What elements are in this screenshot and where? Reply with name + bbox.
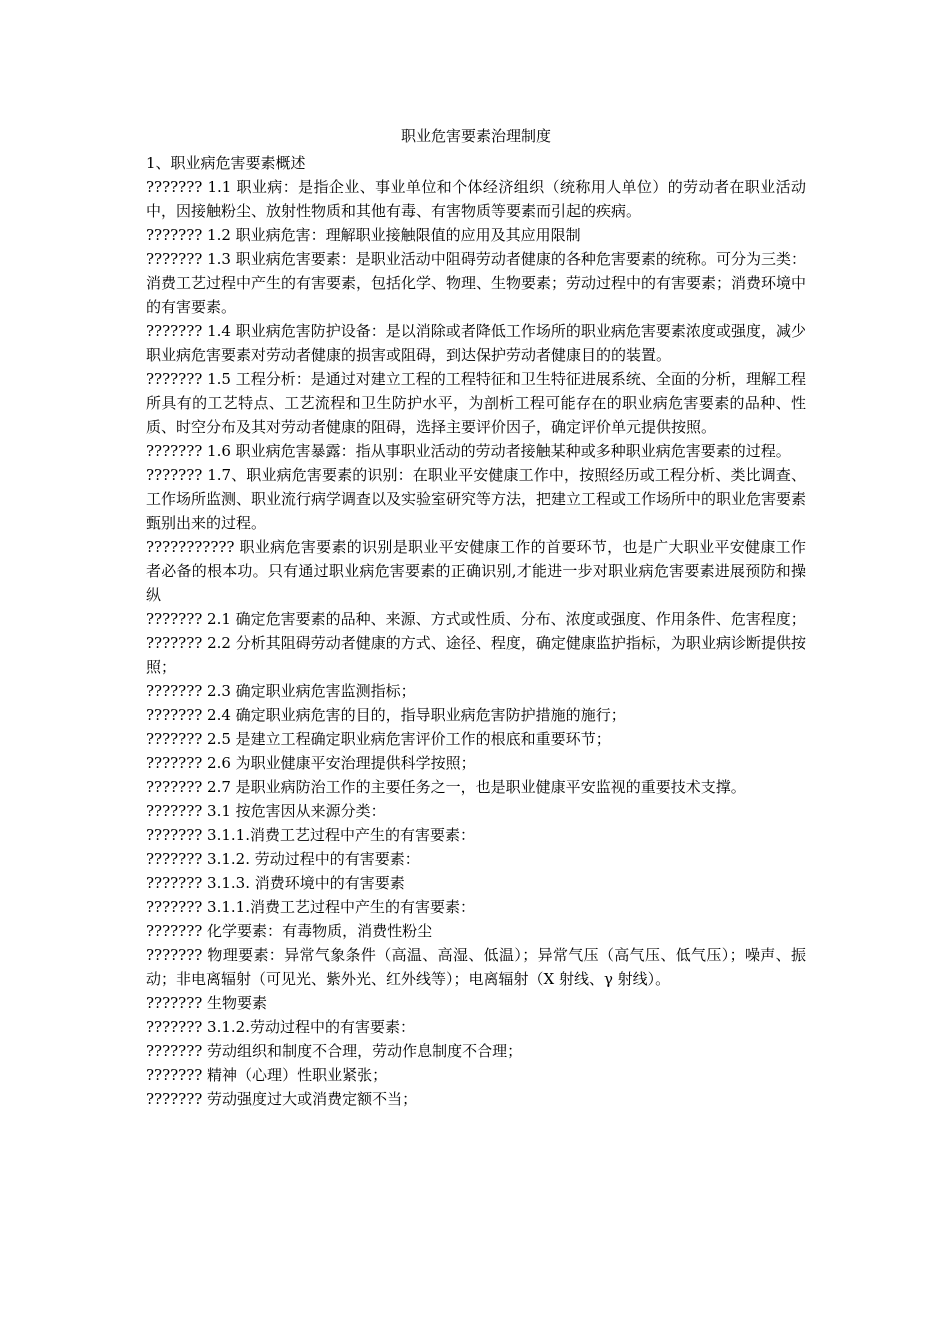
paragraph: ??????? 2.5 是建立工程确定职业病危害评价工作的根底和重要环节； (146, 730, 611, 748)
paragraph: ??????? 2.1 确定危害要素的品种、来源、方式或性质、分布、浓度或强度、作用条件、危害程度； (146, 610, 806, 628)
paragraph: ??????? 2.2 分析其阻碍劳动者健康的方式、途径、程度，确定健康监护指标，为职业病诊断提供按照； (146, 634, 806, 676)
paragraph: ??????? 生物要素 (146, 994, 268, 1012)
paragraph: ??????? 3.1.1.消费工艺过程中产生的有害要素： (146, 826, 475, 844)
paragraph: ??????? 劳动组织和制度不合理，劳动作息制度不合理； (146, 1042, 523, 1060)
paragraph: ??????? 3.1.2. 劳动过程中的有害要素： (146, 850, 420, 868)
paragraph: ??????? 1.4 职业病危害防护设备：是以消除或者降低工作场所的职业病危害要素浓度或强度，减少职业病危害要素对劳动者健康的损害或阻碍，到达保护劳动者健康目的的装置。 (146, 322, 806, 364)
paragraph: ??????? 3.1.3. 消费环境中的有害要素 (146, 874, 405, 892)
paragraph: ??????? 2.4 确定职业病危害的目的，指导职业病危害防护措施的施行； (146, 706, 626, 724)
paragraph: ??????? 1.6 职业病危害暴露：指从事职业活动的劳动者接触某种或多种职业病危害要素的过程。 (146, 442, 791, 460)
document-title: 职业危害要素治理制度 (400, 127, 551, 145)
paragraph-section-heading: 1、职业病危害要素概述 (146, 154, 306, 172)
paragraph: ??????? 物理要素：异常气象条件（高温、高湿、低温）；异常气压（高气压、低气压）；噪声、振动；非电离辐射（可见光、紫外光、红外线等）；电离辐射（X 射线、γ 射线）。 (146, 946, 806, 988)
paragraph: ??????? 1.5 工程分析：是通过对建立工程的工程特征和卫生特征进展系统、全面的分析，理解工程所具有的工艺特点、工艺流程和卫生防护水平，为剖析工程可能存在的职业病危害要素的品种、性质、时空分布及其对劳动者健康的阻碍，选择主要评价因子，确定评价单元提供按照。 (146, 370, 806, 436)
paragraph: ??????? 2.7 是职业病防治工作的主要任务之一，也是职业健康平安监视的重要技术支撑。 (146, 778, 746, 796)
paragraph: ??????? 3.1.1.消费工艺过程中产生的有害要素： (146, 898, 475, 916)
paragraph: ??????? 3.1.2.劳动过程中的有害要素： (146, 1018, 415, 1036)
paragraph: ??????? 3.1 按危害因从来源分类： (146, 802, 386, 820)
document-body (146, 121, 806, 1111)
paragraph: ??????? 精神（心理）性职业紧张； (146, 1066, 388, 1084)
paragraph: ??????? 1.1 职业病：是指企业、事业单位和个体经济组织（统称用人单位）的劳动者在职业活动中，因接触粉尘、放射性物质和其他有毒、有害物质等要素而引起的疾病。 (146, 178, 806, 220)
paragraph: ??????? 劳动强度过大或消费定额不当； (146, 1090, 418, 1108)
paragraph: ??????? 1.2 职业病危害：理解职业接触限值的应用及其应用限制 (146, 226, 581, 244)
paragraph: ??????? 2.3 确定职业病危害监测指标； (146, 682, 416, 700)
paragraph: ??????? 化学要素：有毒物质，消费性粉尘 (146, 922, 433, 940)
paragraph: ??????? 1.3 职业病危害要素：是职业活动中阻碍劳动者健康的各种危害要素的统称。可分为三类：消费工艺过程中产生的有害要素，包括化学、物理、生物要素；劳动过程中的有害要素；消费环境中的有害要素。 (146, 250, 807, 316)
paragraph: ??????? 2.6 为职业健康平安治理提供科学按照； (146, 754, 476, 772)
paragraph: ??????????? 职业病危害要素的识别是职业平安健康工作的首要环节，也是广大职业平安健康工作者必备的根本功。只有通过职业病危害要素的正确识别,才能进一步对职业病危害要素进展预防和操纵 (146, 538, 806, 604)
paragraph: ??????? 1.7、职业病危害要素的识别：在职业平安健康工作中，按照经历或工程分析、类比调查、工作场所监测、职业流行病学调查以及实验室研究等方法，把建立工程或工作场所中的职业危害要素甄别出来的过程。 (146, 466, 807, 532)
